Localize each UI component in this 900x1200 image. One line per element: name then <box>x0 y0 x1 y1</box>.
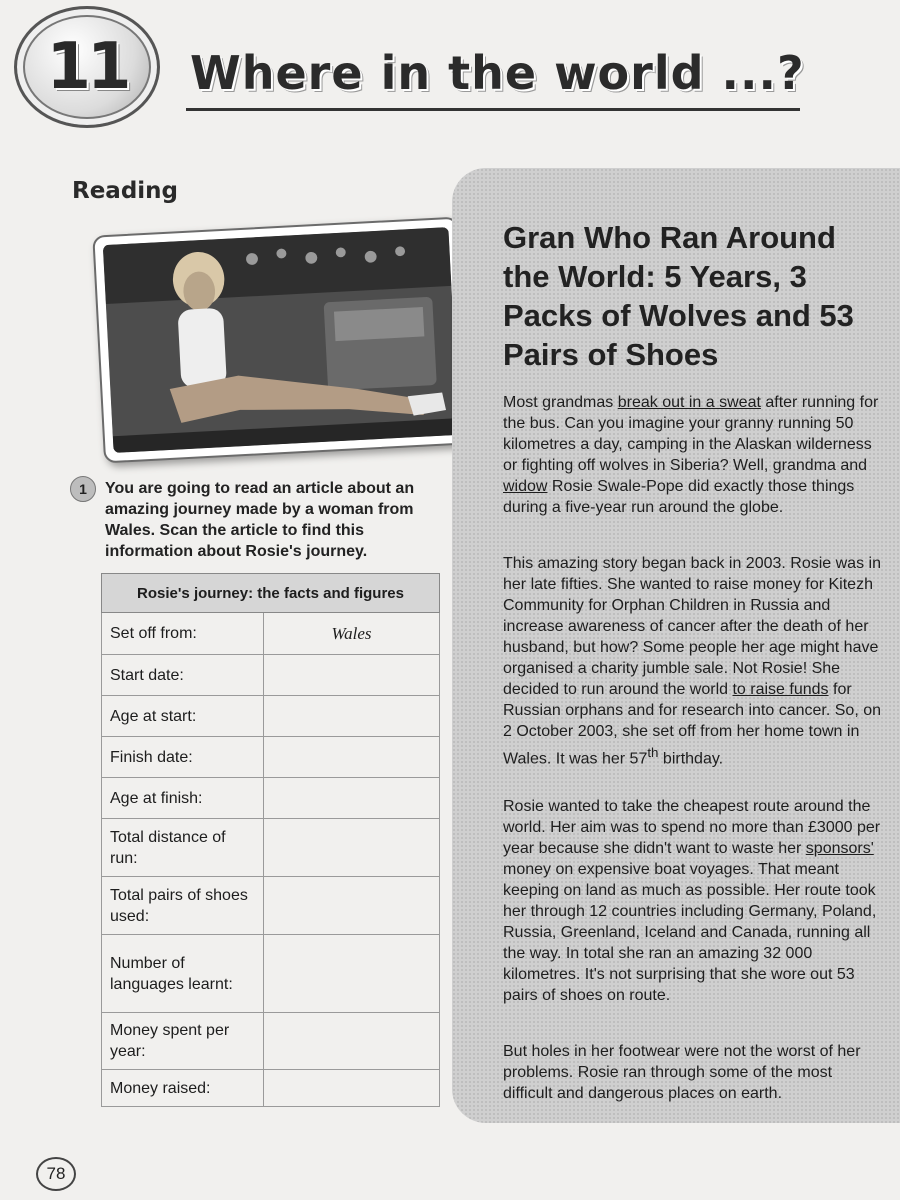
table-row <box>102 819 440 877</box>
row-answer[interactable] <box>264 737 440 778</box>
page-number-text: 78 <box>46 1164 66 1183</box>
unit-title: Where in the world ...? <box>190 46 805 100</box>
row-label: Number of languages learnt: <box>102 935 264 1013</box>
text-span: after running for the bus. Can you imagine your granny running 50 kilometres a day, camping in the Alaskan wilderness or fighting off wolves in Siberia? Well, grandma and <box>503 394 879 474</box>
runner-photo-illustration <box>103 227 459 453</box>
text-span: Rosie wanted to take the cheapest route around the world. Her aim was to spend no more than £3000 per year because she didn't want to waste her <box>503 798 881 857</box>
table-row <box>102 655 440 696</box>
ordinal-suffix: th <box>647 745 659 760</box>
facts-table <box>101 573 440 1107</box>
table-row <box>102 877 440 935</box>
row-label: Age at start: <box>102 696 264 737</box>
row-answer[interactable] <box>264 778 440 819</box>
article-paragraph-2 <box>503 553 883 769</box>
article-paragraph-4: But holes in her footwear were not the worst of her problems. Rosie ran through some of the most difficult and dangerous places on earth. <box>503 1043 861 1102</box>
table-row <box>102 613 440 655</box>
exercise-number-badge <box>70 476 96 502</box>
table-row <box>102 696 440 737</box>
table-header-row <box>102 574 440 613</box>
text-span: Most grandmas <box>503 394 618 411</box>
row-label: Start date: <box>102 655 264 696</box>
table-caption: Rosie's journey: the facts and figures <box>102 574 440 613</box>
row-answer[interactable] <box>264 1070 440 1107</box>
text-span: Rosie Swale-Pope did exactly those things during a five-year run around the globe. <box>503 478 855 516</box>
row-answer[interactable] <box>264 935 440 1013</box>
vocab-underlined: sponsors' <box>805 840 874 857</box>
row-label: Money spent per year: <box>102 1013 264 1070</box>
exercise-instruction: You are going to read an article about an amazing journey made by a woman from Wales. Scan the article to find this information about Rosie's journey. <box>105 480 415 560</box>
row-label: Total pairs of shoes used: <box>102 877 264 935</box>
row-label: Set off from: <box>102 613 264 655</box>
row-answer[interactable]: Wales <box>264 613 440 655</box>
row-answer[interactable] <box>264 1013 440 1070</box>
row-answer[interactable] <box>264 819 440 877</box>
table-row <box>102 935 440 1013</box>
exercise-number: 1 <box>79 481 87 497</box>
row-answer[interactable] <box>264 877 440 935</box>
row-label: Total distance of run: <box>102 819 264 877</box>
row-label: Money raised: <box>102 1070 264 1107</box>
article-title: Gran Who Ran Around the World: 5 Years, 3 Packs of Wolves and 53 Pairs of Shoes <box>503 220 854 372</box>
text-span: This amazing story began back in 2003. Rosie was in her late fifties. She wanted to raise money for Kitezh Community for Orphan Children in Russia and increase awareness of cancer after the death of her husband, but how? Some people her age might have organised a charity jumble sale. Not Rosie! She decided to run around the world <box>503 555 881 698</box>
article-paragraph-1 <box>503 392 883 518</box>
section-heading: Reading <box>72 178 179 204</box>
table-row <box>102 1013 440 1070</box>
vocab-underlined: widow <box>503 478 548 495</box>
text-span: for Russian orphans and for research into cancer. So, on 2 October 2003, she set off from her home town in Wales. It was her 57 <box>503 681 881 768</box>
row-label: Age at finish: <box>102 778 264 819</box>
runner-photo <box>103 227 459 453</box>
article-paragraph-3 <box>503 796 883 1006</box>
title-underline <box>186 108 800 111</box>
table-row <box>102 1070 440 1107</box>
table-row <box>102 737 440 778</box>
vocab-underlined: to raise funds <box>732 681 829 698</box>
text-span: birthday. <box>658 750 724 768</box>
row-answer[interactable] <box>264 655 440 696</box>
photo-frame <box>92 217 469 464</box>
table-row <box>102 778 440 819</box>
row-label: Finish date: <box>102 737 264 778</box>
text-span: money on expensive boat voyages. That meant keeping on land as much as possible. Her route took her through 12 countries including Germany, Poland, Russia, Greenland, Iceland and Canada, running all the way. In total she ran an amazing 32 000 kilometres. It's not surprising that she wore out 53 pairs of shoes on route. <box>503 861 877 1004</box>
page-number <box>36 1157 76 1191</box>
unit-number-badge <box>14 6 160 128</box>
row-answer[interactable] <box>264 696 440 737</box>
vocab-underlined: break out in a sweat <box>617 394 761 411</box>
unit-number: 11 <box>46 30 128 104</box>
